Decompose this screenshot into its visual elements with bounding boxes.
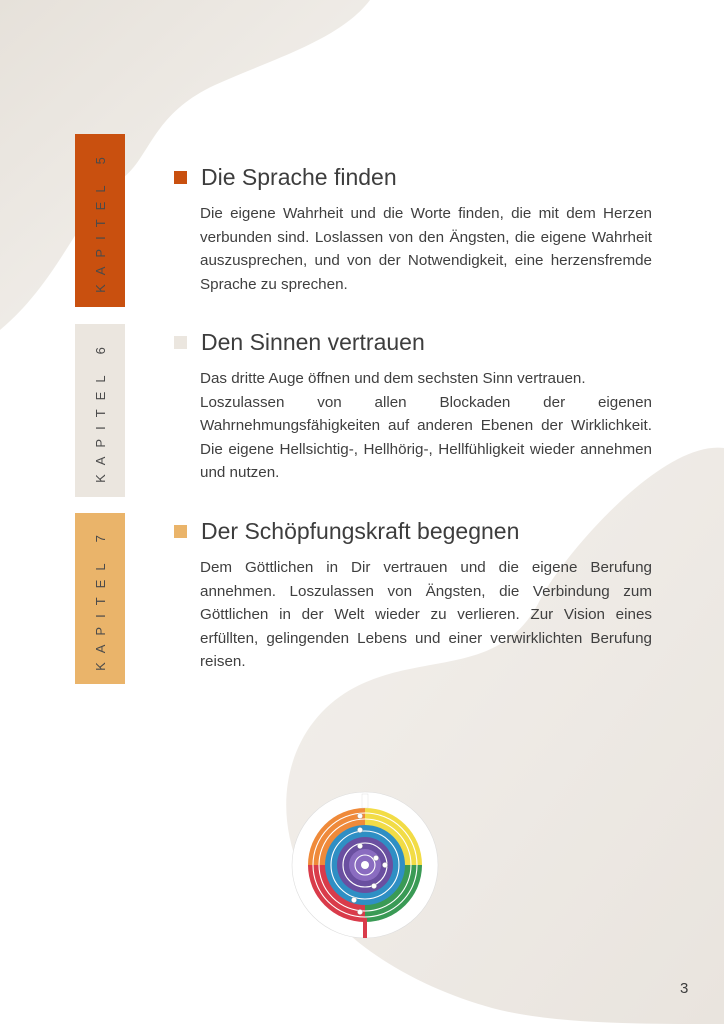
chapter-5-tab-label: KAPITEL 5 xyxy=(92,148,108,293)
chapter-5-heading xyxy=(174,162,654,192)
chapter-6-title: Den Sinnen vertrauen xyxy=(201,328,425,355)
paragraph: Dem Göttlichen in Dir vertrauen und die eigene Berufung annehmen. Loszulassen von Ängsten, die Verbindung zum Göttlichen in der Welt wieder zu verlieren. Zur Vision eines erfüllten, gelingenden Lebens und einer verwirklichten Berufung reisen. xyxy=(200,559,652,671)
chapter-5-title: Die Sprache finden xyxy=(201,163,397,190)
chapter-6-text xyxy=(200,367,652,485)
paragraph: Die eigene Wahrheit und die Worte finden, die mit dem Herzen verbunden sind. Loslassen von den Ängsten, die eigene Wahrheit auszusprechen, und von der Notwendigkeit, eine herzensfremde Sprache zu sprechen. xyxy=(200,205,652,293)
paragraph: Loszulassen von allen Blockaden der eigenen Wahrnehmungsfähigkeiten auf anderen Ebenen der Wirklichkeit. Die eigene Hellsichtig-, Hellhörig-, Hellfühligkeit wieder annehmen und nutzen. xyxy=(200,393,652,482)
page-number: 3 xyxy=(680,980,689,997)
chapter-6-section xyxy=(174,327,654,485)
chakra-labyrinth-image xyxy=(290,790,440,940)
paragraph: Das dritte Auge öffnen und dem sechsten Sinn vertrauen. xyxy=(200,370,586,387)
chapter-7-section xyxy=(174,516,654,674)
chapter-7-heading xyxy=(174,516,654,546)
chapter-7-tab-label: KAPITEL 7 xyxy=(92,526,108,671)
square-bullet-icon xyxy=(174,171,187,184)
chapter-5-tab xyxy=(75,134,125,307)
chapter-7-title: Der Schöpfungskraft begegnen xyxy=(201,517,520,544)
chapter-6-heading xyxy=(174,327,654,357)
chapter-7-text xyxy=(200,556,652,674)
square-bullet-icon xyxy=(174,336,187,349)
chapter-7-tab xyxy=(75,513,125,684)
chapter-5-section xyxy=(174,162,654,296)
chapter-6-tab-label: KAPITEL 6 xyxy=(92,338,108,483)
square-bullet-icon xyxy=(174,525,187,538)
chapter-6-tab xyxy=(75,324,125,497)
chapter-5-text xyxy=(200,202,652,296)
